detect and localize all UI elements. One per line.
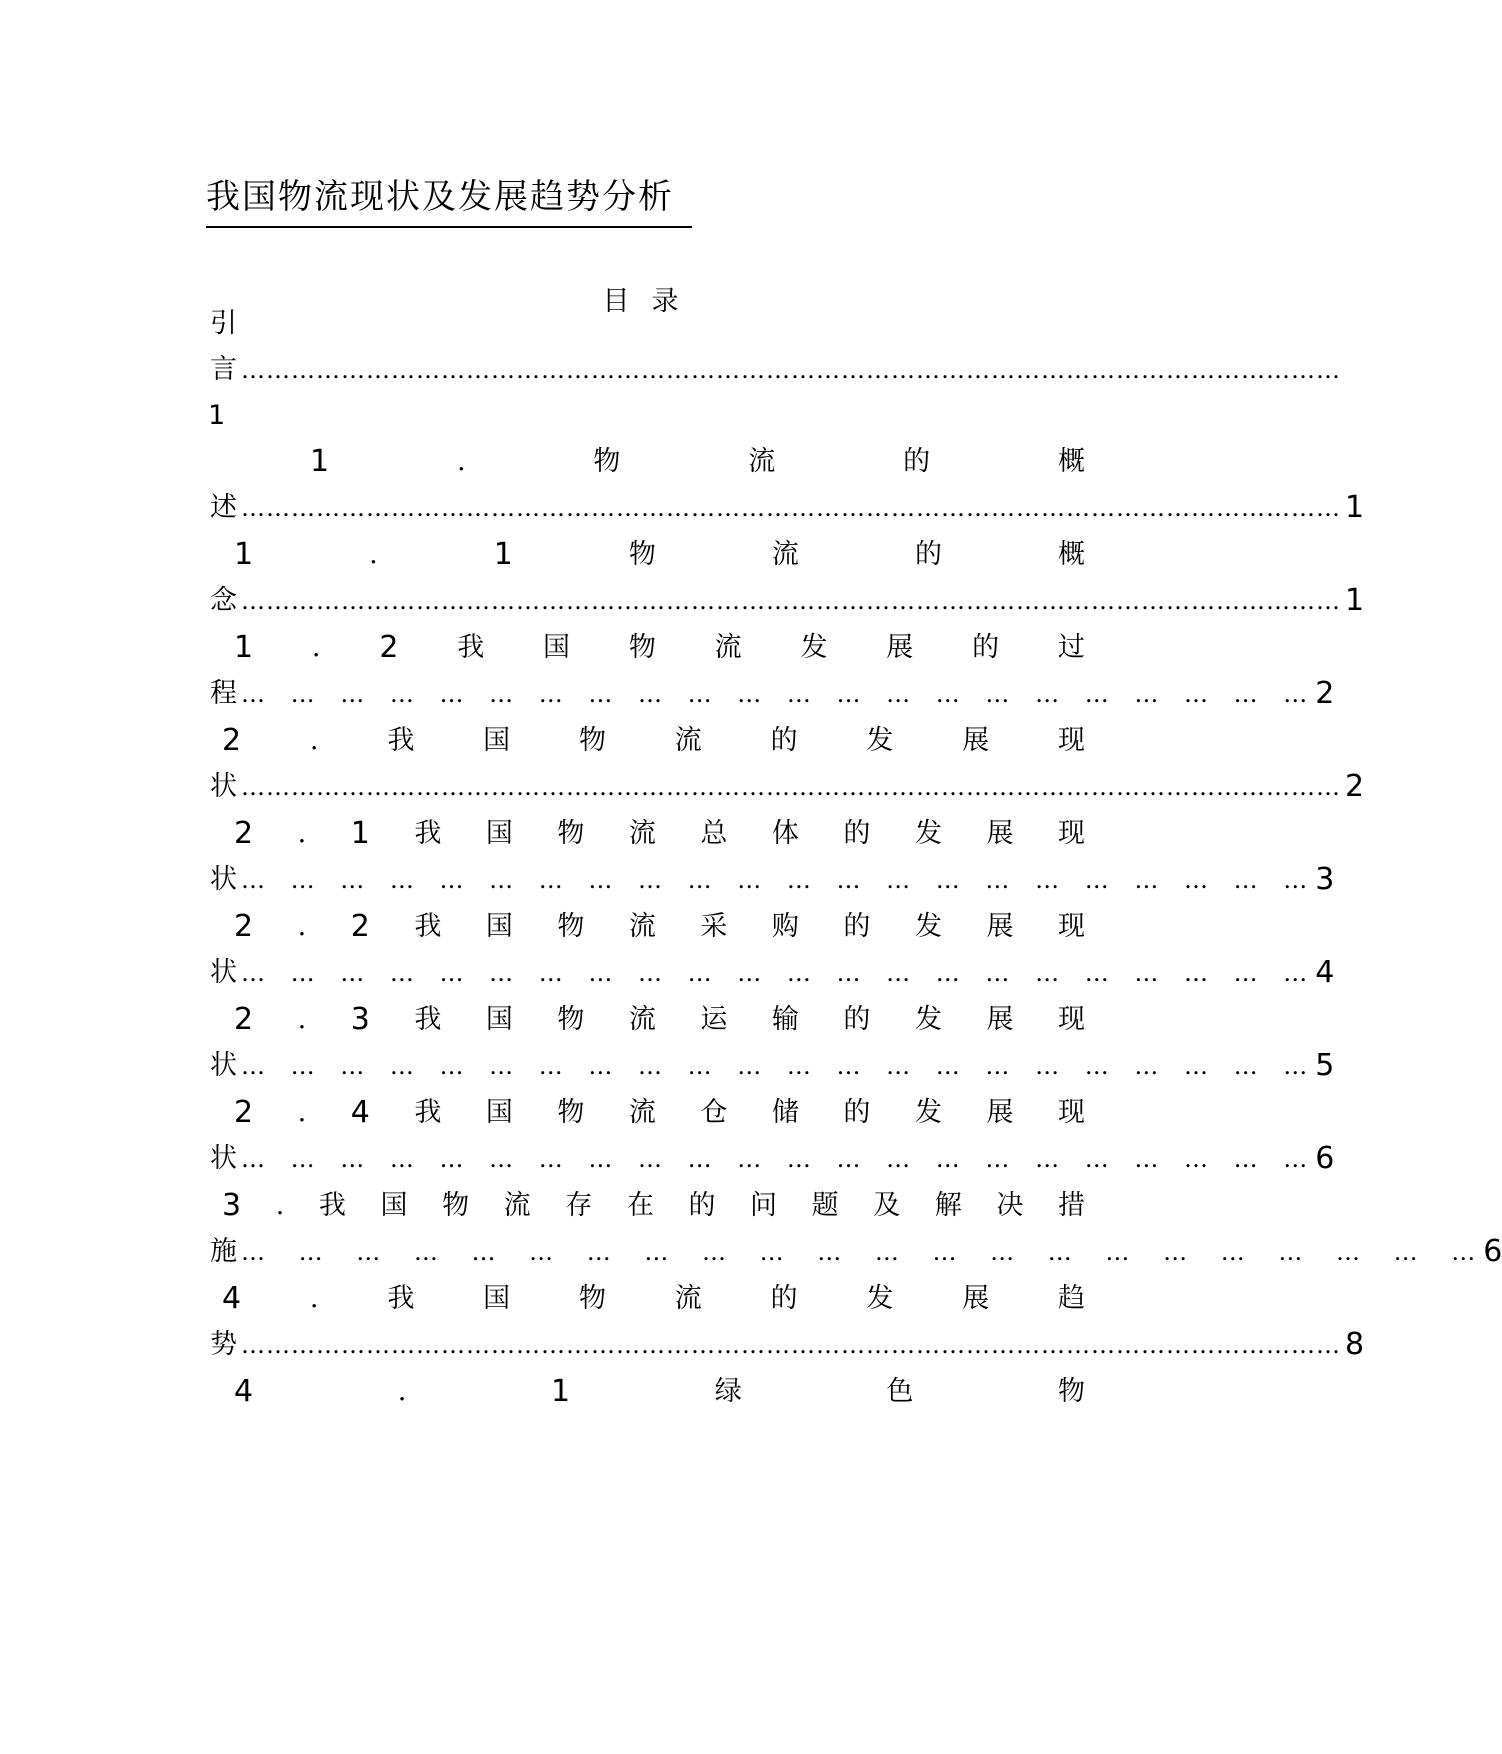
toc-char: 国 bbox=[485, 1097, 513, 1128]
toc-char: 绿 bbox=[714, 1376, 742, 1407]
toc-char: 国 bbox=[380, 1190, 408, 1221]
toc-char: 我 bbox=[387, 725, 415, 756]
toc-char: 运 bbox=[700, 1004, 728, 1035]
toc-char: 色 bbox=[886, 1376, 914, 1407]
toc-char: 国 bbox=[543, 632, 571, 663]
toc-char: 2 bbox=[234, 1002, 254, 1037]
toc-entry-intro[interactable] bbox=[210, 350, 1341, 390]
toc-char: 我 bbox=[414, 911, 442, 942]
toc-leader: … … … … … … … … … … … … … … … … … … … … … … bbox=[241, 680, 1312, 708]
toc-char: 流 bbox=[503, 1190, 531, 1221]
toc-page-number: 4 bbox=[1315, 955, 1335, 990]
toc-char: . bbox=[297, 818, 307, 849]
toc-char: 2 bbox=[222, 723, 242, 758]
toc-text: 状 bbox=[210, 1143, 237, 1174]
toc-char: 及 bbox=[873, 1190, 901, 1221]
toc-char: . bbox=[309, 1283, 319, 1314]
toc-text: 程 bbox=[210, 678, 237, 709]
toc-char: 4 bbox=[222, 1281, 242, 1316]
toc-entry-4[interactable] bbox=[210, 1279, 1085, 1319]
toc-char: 的 bbox=[843, 818, 871, 849]
toc-char: 流 bbox=[714, 632, 742, 663]
toc-char: 国 bbox=[483, 1283, 511, 1314]
toc-char: . bbox=[309, 725, 319, 756]
toc-char: 1 bbox=[550, 1374, 571, 1409]
toc-char: 流 bbox=[628, 818, 656, 849]
toc-char: 发 bbox=[866, 725, 894, 756]
toc-char: 物 bbox=[578, 1283, 606, 1314]
document-title: 我国物流现状及发展趋势分析 bbox=[206, 180, 692, 228]
toc-char: 的 bbox=[903, 446, 931, 477]
toc-char: 1 bbox=[234, 537, 254, 572]
toc-leader: … … … … … … … … … … … … … … … … … … … … … … bbox=[241, 1238, 1480, 1266]
toc-char: . bbox=[297, 1097, 307, 1128]
toc-heading bbox=[0, 288, 1241, 315]
toc-leader: …………………………………………………………………………………………………………………… bbox=[241, 587, 1341, 615]
toc-heading-char: 目 bbox=[602, 286, 630, 317]
toc-entry-2-3-cont[interactable] bbox=[210, 1046, 1335, 1086]
toc-char: 购 bbox=[771, 911, 799, 942]
toc-entry-3[interactable] bbox=[210, 1186, 1085, 1226]
toc-char: 发 bbox=[914, 1097, 942, 1128]
toc-entry-1-1[interactable] bbox=[210, 535, 1085, 575]
toc-char: 展 bbox=[986, 1004, 1014, 1035]
toc-leader: …………………………………………………………………………………………………………………… bbox=[241, 494, 1341, 522]
toc-leader: … … … … … … … … … … … … … … … … … … … … … … bbox=[241, 959, 1312, 987]
toc-leader: … … … … … … … … … … … … … … … … … … … … … … bbox=[241, 1052, 1312, 1080]
toc-char: 1 bbox=[493, 537, 513, 572]
toc-char: 发 bbox=[800, 632, 828, 663]
toc-char: 题 bbox=[811, 1190, 839, 1221]
toc-char: 措 bbox=[1058, 1190, 1085, 1221]
toc-page-number: 1 bbox=[208, 400, 226, 431]
toc-char: 物 bbox=[557, 818, 585, 849]
toc-char: 流 bbox=[748, 446, 776, 477]
toc-char: 国 bbox=[483, 725, 511, 756]
toc-page-number: 1 bbox=[1345, 490, 1365, 525]
toc-char: 流 bbox=[628, 911, 656, 942]
toc-entry-1-2[interactable] bbox=[210, 628, 1085, 668]
toc-char: 展 bbox=[962, 1283, 990, 1314]
toc-char: 现 bbox=[1057, 1097, 1085, 1128]
toc-char: . bbox=[456, 446, 466, 477]
toc-text: 言 bbox=[210, 354, 237, 385]
toc-char: . bbox=[297, 911, 307, 942]
toc-char: 3 bbox=[222, 1188, 242, 1223]
toc-char: . bbox=[311, 632, 321, 663]
toc-text: 状 bbox=[210, 1050, 237, 1081]
toc-page-number: 3 bbox=[1315, 862, 1335, 897]
toc-text: 述 bbox=[210, 492, 237, 523]
toc-char: 采 bbox=[700, 911, 728, 942]
toc-char: 流 bbox=[674, 725, 702, 756]
toc-char: 我 bbox=[457, 632, 485, 663]
toc-char: 我 bbox=[414, 818, 442, 849]
toc-char: 展 bbox=[962, 725, 990, 756]
toc-char: 现 bbox=[1058, 725, 1085, 756]
toc-char: . bbox=[275, 1190, 285, 1221]
toc-entry-4-1[interactable] bbox=[210, 1372, 1085, 1412]
toc-char: 我 bbox=[318, 1190, 346, 1221]
toc-char: 国 bbox=[485, 818, 513, 849]
toc-char: 发 bbox=[914, 911, 942, 942]
toc-char: 物 bbox=[557, 911, 585, 942]
toc-text: 状 bbox=[210, 864, 237, 895]
toc-char: 解 bbox=[934, 1190, 962, 1221]
toc-char: . bbox=[397, 1376, 407, 1407]
toc-char: 展 bbox=[986, 911, 1014, 942]
toc-char: 发 bbox=[914, 818, 942, 849]
toc-leader: …………………………………………………………………………………………………………………… bbox=[241, 1331, 1341, 1359]
toc-entry-1-cont[interactable] bbox=[210, 488, 1365, 528]
toc-char: 问 bbox=[750, 1190, 778, 1221]
toc-char: 流 bbox=[628, 1097, 656, 1128]
toc-entry-2[interactable] bbox=[210, 721, 1085, 761]
toc-char: 的 bbox=[688, 1190, 716, 1221]
toc-char: 发 bbox=[914, 1004, 942, 1035]
toc-entry-2-4-cont[interactable] bbox=[210, 1139, 1335, 1179]
toc-char: 现 bbox=[1057, 818, 1085, 849]
toc-char: 的 bbox=[843, 1004, 871, 1035]
toc-char: 流 bbox=[771, 539, 799, 570]
toc-entry-1-1-cont[interactable] bbox=[210, 581, 1365, 621]
toc-entry-3-cont[interactable] bbox=[210, 1232, 1502, 1272]
toc-char: 总 bbox=[700, 818, 728, 849]
toc-char: 储 bbox=[771, 1097, 799, 1128]
toc-char: 国 bbox=[485, 1004, 513, 1035]
toc-char: 趋 bbox=[1058, 1283, 1085, 1314]
toc-char: 的 bbox=[914, 539, 942, 570]
toc-entry-2-cont[interactable] bbox=[210, 767, 1365, 807]
toc-char: 物 bbox=[557, 1004, 585, 1035]
toc-char: 过 bbox=[1057, 632, 1085, 663]
toc-entry-2-4[interactable] bbox=[210, 1093, 1085, 1133]
toc-leader: … … … … … … … … … … … … … … … … … … … … … … bbox=[241, 1145, 1312, 1173]
toc-char: 物 bbox=[628, 632, 656, 663]
toc-char: 现 bbox=[1057, 1004, 1085, 1035]
toc-char: 2 bbox=[234, 909, 254, 944]
toc-char: 物 bbox=[557, 1097, 585, 1128]
toc-entry-2-2-cont[interactable] bbox=[210, 953, 1335, 993]
toc-char: 我 bbox=[387, 1283, 415, 1314]
toc-char: 的 bbox=[770, 725, 798, 756]
toc-char: 仓 bbox=[700, 1097, 728, 1128]
toc-char: 4 bbox=[234, 1374, 254, 1409]
toc-char: 的 bbox=[770, 1283, 798, 1314]
toc-char: 我 bbox=[414, 1004, 442, 1035]
toc-text: 念 bbox=[210, 585, 237, 616]
toc-char: 2 bbox=[234, 816, 254, 851]
toc-char: 2 bbox=[379, 630, 399, 665]
toc-char: 4 bbox=[350, 1095, 370, 1130]
toc-page-number: 8 bbox=[1345, 1327, 1365, 1362]
toc-entry-2-2[interactable] bbox=[210, 907, 1085, 947]
toc-char: 的 bbox=[843, 1097, 871, 1128]
toc-entry-2-1[interactable] bbox=[210, 814, 1085, 854]
toc-char: 的 bbox=[972, 632, 1000, 663]
toc-leader: …………………………………………………………………………………………………………………… bbox=[241, 356, 1341, 384]
toc-text: 势 bbox=[210, 1329, 237, 1360]
toc-char: 输 bbox=[771, 1004, 799, 1035]
toc-char: 在 bbox=[626, 1190, 654, 1221]
toc-intro-label-first: 引 bbox=[210, 308, 237, 339]
toc-char: 现 bbox=[1057, 911, 1085, 942]
toc-char: 国 bbox=[485, 911, 513, 942]
toc-char: 体 bbox=[771, 818, 799, 849]
toc-char: 2 bbox=[350, 909, 370, 944]
toc-char: 流 bbox=[628, 1004, 656, 1035]
toc-char: 物 bbox=[442, 1190, 470, 1221]
toc-char: 1 bbox=[234, 630, 254, 665]
toc-char: 概 bbox=[1057, 539, 1085, 570]
toc-char: 展 bbox=[986, 1097, 1014, 1128]
toc-char: 1 bbox=[310, 444, 330, 479]
toc-char: . bbox=[369, 539, 378, 570]
toc-page-number: 6 bbox=[1483, 1234, 1502, 1269]
toc-entry-4-cont[interactable] bbox=[210, 1325, 1365, 1365]
toc-char: 展 bbox=[886, 632, 914, 663]
toc-char: 我 bbox=[414, 1097, 442, 1128]
toc-text: 状 bbox=[210, 771, 237, 802]
toc-char: 的 bbox=[843, 911, 871, 942]
toc-char: 决 bbox=[996, 1190, 1024, 1221]
toc-char: 流 bbox=[674, 1283, 702, 1314]
toc-page-number: 6 bbox=[1315, 1141, 1335, 1176]
toc-entry-2-3[interactable] bbox=[210, 1000, 1085, 1040]
toc-char: 物 bbox=[628, 539, 656, 570]
toc-page-number: 2 bbox=[1345, 769, 1365, 804]
toc-entry-2-1-cont[interactable] bbox=[210, 860, 1335, 900]
toc-page-number: 5 bbox=[1315, 1048, 1335, 1083]
toc-char: 物 bbox=[1057, 1376, 1085, 1407]
toc-text: 施 bbox=[210, 1236, 237, 1267]
toc-heading-char: 录 bbox=[651, 286, 679, 317]
toc-char: 1 bbox=[350, 816, 370, 851]
toc-text: 状 bbox=[210, 957, 237, 988]
toc-char: 物 bbox=[578, 725, 606, 756]
toc-page-number: 2 bbox=[1315, 676, 1335, 711]
toc-entry-1[interactable] bbox=[210, 442, 1085, 482]
toc-char: 发 bbox=[866, 1283, 894, 1314]
toc-leader: … … … … … … … … … … … … … … … … … … … … … … bbox=[241, 866, 1312, 894]
toc-char: 3 bbox=[350, 1002, 370, 1037]
toc-char: 概 bbox=[1057, 446, 1085, 477]
toc-char: 存 bbox=[565, 1190, 593, 1221]
toc-entry-1-2-cont[interactable] bbox=[210, 674, 1335, 714]
toc-char: 物 bbox=[593, 446, 621, 477]
toc-char: . bbox=[297, 1004, 307, 1035]
toc-char: 展 bbox=[986, 818, 1014, 849]
toc-page-number: 1 bbox=[1345, 583, 1365, 618]
toc-char: 2 bbox=[234, 1095, 254, 1130]
toc-leader: …………………………………………………………………………………………………………………… bbox=[241, 773, 1341, 801]
